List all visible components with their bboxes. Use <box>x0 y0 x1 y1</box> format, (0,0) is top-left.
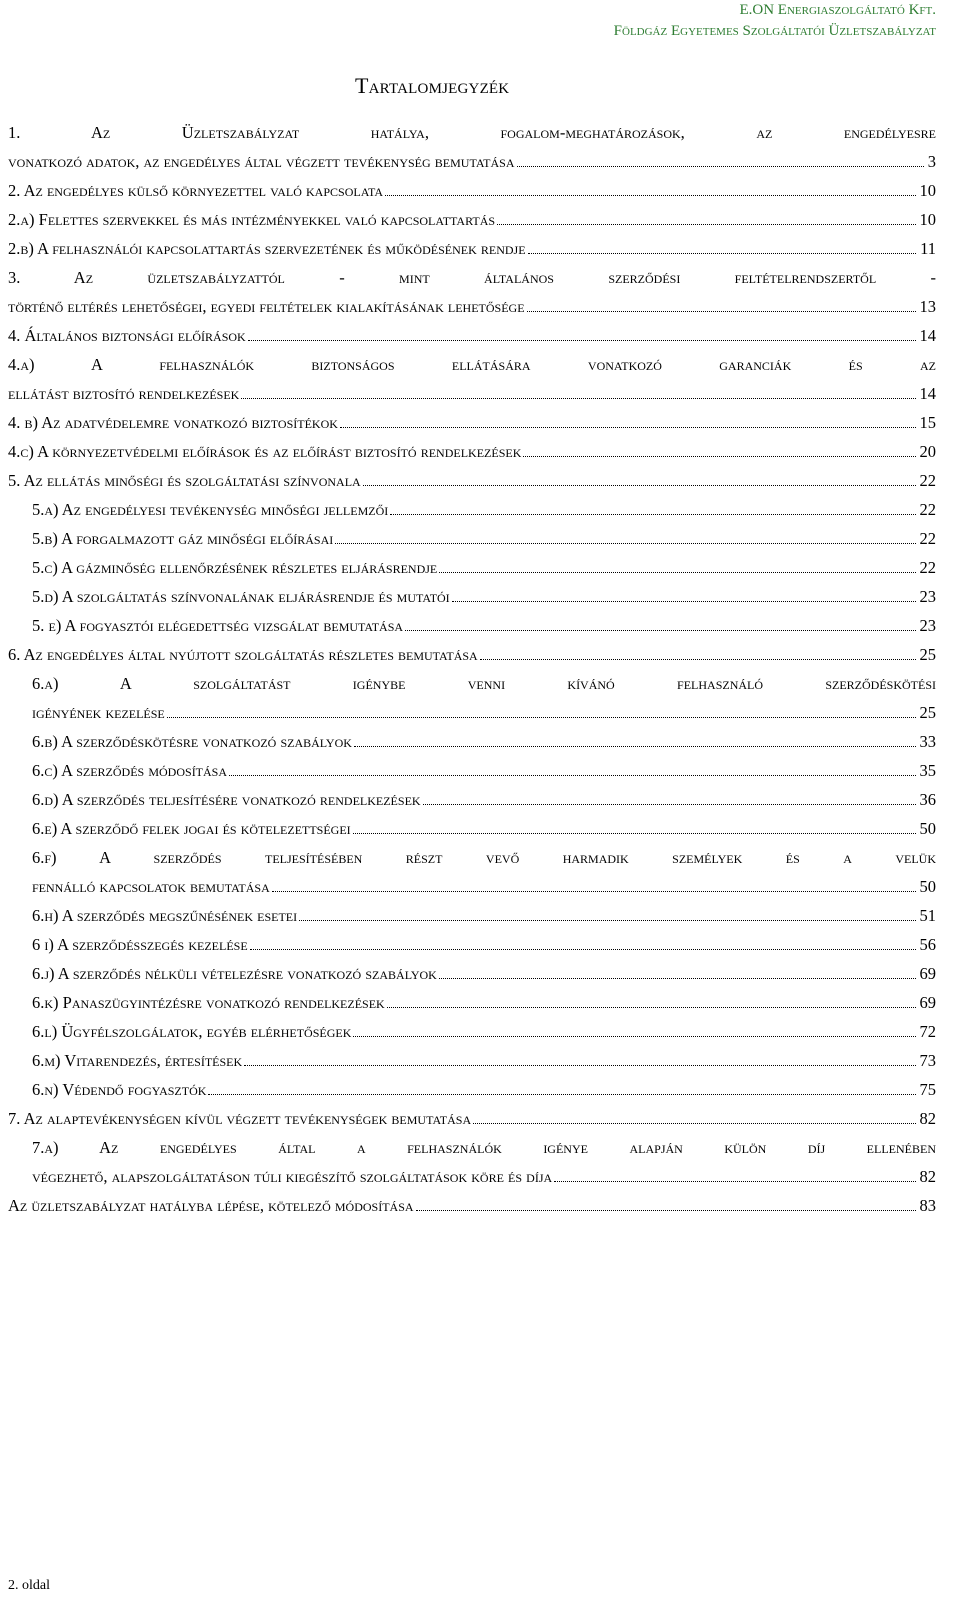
toc-entry-title-first-line: 7.a) Az engedélyes által a felhasználók igénye alapján külön díj ellenében <box>32 1138 936 1157</box>
toc-entry-line <box>8 640 936 669</box>
toc-entry[interactable] <box>8 959 936 988</box>
toc-entry-title: 6. Az engedélyes által nyújtott szolgáltatás részletes bemutatása <box>8 645 478 664</box>
toc-entry-title: 7. Az alaptevékenységen kívül végzett tevékenységek bemutatása <box>8 1109 472 1128</box>
toc-entry[interactable] <box>8 553 936 582</box>
toc-entry[interactable] <box>8 1191 936 1220</box>
toc-entry-page-number: 14 <box>919 384 936 403</box>
toc-entry-line <box>32 988 936 1017</box>
dot-leader <box>299 920 915 921</box>
toc-entry[interactable] <box>8 466 936 495</box>
dot-leader <box>244 1065 915 1066</box>
toc-entry-title: vonatkozó adatok, az engedélyes által végzett tevékenység bemutatása <box>8 152 515 171</box>
toc-entry-line <box>32 756 936 785</box>
toc-entry-page-number: 22 <box>919 500 936 519</box>
toc-entry[interactable] <box>8 437 936 466</box>
toc-entry-line <box>8 234 936 263</box>
dot-leader <box>390 514 915 515</box>
toc-entry-title: 6.l) Ügyfélszolgálatok, egyéb elérhetőségek <box>32 1022 352 1041</box>
toc-entry-page-number: 35 <box>919 761 936 780</box>
dot-leader <box>517 166 924 167</box>
toc-entry-title: 6.e) A szerződő felek jogai és kötelezettségei <box>32 819 351 838</box>
toc-entry-line <box>8 1104 936 1133</box>
toc-entry-title: 6.c) A szerződés módosítása <box>32 761 228 780</box>
toc-entry-line <box>32 901 936 930</box>
page-number-footer: 2. oldal <box>8 1578 50 1593</box>
toc-entry[interactable] <box>8 901 936 930</box>
toc-entry-line <box>8 205 936 234</box>
toc-entry[interactable] <box>8 118 936 176</box>
toc-entry-title: fennálló kapcsolatok bemutatása <box>32 877 270 896</box>
dot-leader <box>387 1007 916 1008</box>
toc-entry-page-number: 50 <box>919 819 936 838</box>
toc-entry-line <box>32 727 936 756</box>
toc-entry-line <box>32 524 936 553</box>
toc-entry-title: 6 i) A szerződésszegés kezelése <box>32 935 248 954</box>
toc-entry[interactable] <box>8 756 936 785</box>
toc-entry[interactable] <box>8 814 936 843</box>
toc-entry-title: 5. Az ellátás minőségi és szolgáltatási színvonala <box>8 471 361 490</box>
toc-entry-line <box>32 553 936 582</box>
toc-entry-page-number: 10 <box>919 181 936 200</box>
dot-leader <box>439 572 915 573</box>
dot-leader <box>523 456 915 457</box>
dot-leader <box>241 398 915 399</box>
toc-entry[interactable] <box>8 408 936 437</box>
header-company: E.ON Energiaszolgáltató Kft. <box>739 2 936 18</box>
toc-entry-page-number: 75 <box>919 1080 936 1099</box>
toc-entry-title: 4. Általános biztonsági előírások <box>8 326 246 345</box>
toc-entry-title: 5.c) A gázminőség ellenőrzésének részletes eljárásrendje <box>32 558 438 577</box>
toc-entry-line <box>32 1075 936 1104</box>
toc-entry-title-first-line: 6.f) A szerződés teljesítésében részt vevő harmadik személyek és a velük <box>32 848 936 867</box>
header-document-title: Földgáz Egyetemes Szolgáltatói Üzletszabályzat <box>613 23 936 39</box>
toc-entry-page-number: 83 <box>919 1196 936 1215</box>
toc-entry-page-number: 22 <box>919 529 936 548</box>
dot-leader <box>480 659 916 660</box>
toc-entry[interactable] <box>8 234 936 263</box>
dot-leader <box>554 1181 915 1182</box>
toc-entry-page-number: 13 <box>919 297 936 316</box>
toc-entry[interactable] <box>8 350 936 408</box>
toc-entry[interactable] <box>8 1046 936 1075</box>
toc-entry[interactable] <box>8 495 936 524</box>
dot-leader <box>497 224 915 225</box>
toc-entry-title: igényének kezelése <box>32 703 165 722</box>
toc-entry-page-number: 11 <box>920 239 936 258</box>
toc-entry-line <box>32 785 936 814</box>
toc-entry-line <box>32 1046 936 1075</box>
toc-entry-title: 6.h) A szerződés megszűnésének esetei <box>32 906 298 925</box>
toc-entry-title: 5. e) A fogyasztói elégedettség vizsgálat bemutatása <box>32 616 404 635</box>
toc-entry-line <box>32 930 936 959</box>
toc-entry[interactable] <box>8 582 936 611</box>
toc-entry-title-first-line: 4.a) A felhasználók biztonságos ellátására vonatkozó garanciák és az <box>8 355 936 374</box>
toc-entry-page-number: 22 <box>919 471 936 490</box>
toc-entry-line <box>32 495 936 524</box>
toc-entry[interactable] <box>8 263 936 321</box>
toc-entry-page-number: 36 <box>919 790 936 809</box>
toc-entry[interactable] <box>8 727 936 756</box>
toc-entry-title-first-line: 1. Az Üzletszabályzat hatálya, fogalom-meghatározások, az engedélyesre <box>8 123 936 142</box>
dot-leader <box>229 775 915 776</box>
dot-leader <box>385 195 915 196</box>
toc-entry-line <box>8 379 936 408</box>
toc-entry-title-first-line: 6.a) A szolgáltatást igénybe venni kívánó felhasználó szerződéskötési <box>32 674 936 693</box>
toc-entry-line <box>32 698 936 727</box>
toc-entry-page-number: 51 <box>919 906 936 925</box>
dot-leader <box>248 340 916 341</box>
toc-entry[interactable] <box>8 640 936 669</box>
toc-entry[interactable] <box>8 176 936 205</box>
toc-entry-line <box>8 437 936 466</box>
page-header <box>614 0 936 42</box>
toc-entry-page-number: 72 <box>919 1022 936 1041</box>
dot-leader <box>353 833 916 834</box>
dot-leader <box>340 427 916 428</box>
toc-entry-title: 2.a) Felettes szervekkel és más intézményekkel való kapcsolattartás <box>8 210 496 229</box>
dot-leader <box>423 804 916 805</box>
toc-entry[interactable] <box>8 1075 936 1104</box>
toc-entry-title: ellátást biztosító rendelkezések <box>8 384 240 403</box>
toc-entry-line <box>8 466 936 495</box>
dot-leader <box>473 1123 915 1124</box>
toc-entry-line <box>8 1191 936 1220</box>
dot-leader <box>335 543 915 544</box>
dot-leader <box>167 717 916 718</box>
dot-leader <box>405 630 915 631</box>
toc-entry-line <box>32 1017 936 1046</box>
toc-entry[interactable] <box>8 321 936 350</box>
toc-entry-page-number: 20 <box>919 442 936 461</box>
toc-entry-page-number: 23 <box>919 616 936 635</box>
toc-entry-page-number: 82 <box>919 1109 936 1128</box>
toc-entry-page-number: 3 <box>927 152 936 171</box>
toc-entry-title: 6.m) Vitarendezés, értesítések <box>32 1051 243 1070</box>
toc-entry[interactable] <box>8 1017 936 1046</box>
toc-entry-page-number: 56 <box>919 935 936 954</box>
toc-entry-line <box>8 321 936 350</box>
toc-entry-title: 6.d) A szerződés teljesítésére vonatkozó rendelkezések <box>32 790 421 809</box>
toc-entry[interactable] <box>8 524 936 553</box>
toc-entry[interactable] <box>8 1133 936 1191</box>
toc-entry-page-number: 69 <box>919 964 936 983</box>
toc-entry-line <box>8 147 936 176</box>
dot-leader <box>272 891 916 892</box>
toc-entry-line <box>32 872 936 901</box>
toc-entry-page-number: 50 <box>919 877 936 896</box>
dot-leader <box>452 601 916 602</box>
table-of-contents <box>8 118 936 1220</box>
toc-entry[interactable] <box>8 843 936 901</box>
toc-entry-line <box>32 814 936 843</box>
toc-entry-title: 4.c) A környezetvédelmi előírások és az előírást biztosító rendelkezések <box>8 442 522 461</box>
toc-entry-title: 5.d) A szolgáltatás színvonalának eljárásrendje és mutatói <box>32 587 450 606</box>
toc-entry[interactable] <box>8 988 936 1017</box>
toc-entry[interactable] <box>8 1104 936 1133</box>
toc-entry-title-first-line: 3. Az üzletszabályzattól - mint általános szerződési feltételrendszertől - <box>8 268 936 287</box>
toc-entry-page-number: 73 <box>919 1051 936 1070</box>
toc-entry-title: 2. Az engedélyes külső környezettel való kapcsolata <box>8 181 384 200</box>
toc-entry[interactable] <box>8 930 936 959</box>
toc-entry[interactable] <box>8 611 936 640</box>
toc-entry-title: 4. b) Az adatvédelemre vonatkozó biztosítékok <box>8 413 338 432</box>
toc-entry-page-number: 33 <box>919 732 936 751</box>
toc-entry-line <box>32 959 936 988</box>
toc-entry-line <box>8 292 936 321</box>
dot-leader <box>208 1094 915 1095</box>
toc-entry-title: 5.b) A forgalmazott gáz minőségi előírásai <box>32 529 334 548</box>
toc-entry-page-number: 25 <box>919 645 936 664</box>
dot-leader <box>353 1036 915 1037</box>
toc-title: Tartalomjegyzék <box>355 73 510 98</box>
toc-entry-title: 6.k) Panaszügyintézésre vonatkozó rendelkezések <box>32 993 385 1012</box>
toc-entry-line <box>32 582 936 611</box>
toc-entry-title: Az üzletszabályzat hatályba lépése, kötelező módosítása <box>8 1196 414 1215</box>
toc-entry-line <box>32 1162 936 1191</box>
dot-leader <box>250 949 916 950</box>
dot-leader <box>527 311 916 312</box>
toc-entry-title: végezhető, alapszolgáltatáson túli kiegészítő szolgáltatások köre és díja <box>32 1167 553 1186</box>
toc-entry-title: történő eltérés lehetőségei, egyedi feltételek kialakításának lehetősége <box>8 297 525 316</box>
toc-entry-page-number: 22 <box>919 558 936 577</box>
dot-leader <box>354 746 916 747</box>
toc-entry-line <box>32 611 936 640</box>
toc-entry-line <box>8 408 936 437</box>
toc-entry[interactable] <box>8 205 936 234</box>
toc-entry-page-number: 15 <box>919 413 936 432</box>
toc-entry[interactable] <box>8 669 936 727</box>
toc-entry-page-number: 14 <box>919 326 936 345</box>
toc-entry-page-number: 69 <box>919 993 936 1012</box>
dot-leader <box>439 978 916 979</box>
toc-entry-title: 5.a) Az engedélyesi tevékenység minőségi jellemzői <box>32 500 389 519</box>
dot-leader <box>363 485 916 486</box>
toc-entry[interactable] <box>8 785 936 814</box>
toc-entry-line <box>8 176 936 205</box>
toc-entry-title: 6.n) Védendő fogyasztók <box>32 1080 207 1099</box>
toc-entry-title: 2.b) A felhasználói kapcsolattartás szervezetének és működésének rendje <box>8 239 526 258</box>
toc-entry-title: 6.b) A szerződéskötésre vonatkozó szabályok <box>32 732 352 751</box>
toc-entry-page-number: 10 <box>919 210 936 229</box>
toc-entry-title: 6.j) A szerződés nélküli vételezésre vonatkozó szabályok <box>32 964 437 983</box>
toc-entry-page-number: 25 <box>919 703 936 722</box>
dot-leader <box>416 1210 916 1211</box>
toc-entry-page-number: 23 <box>919 587 936 606</box>
dot-leader <box>528 253 917 254</box>
toc-entry-page-number: 82 <box>919 1167 936 1186</box>
